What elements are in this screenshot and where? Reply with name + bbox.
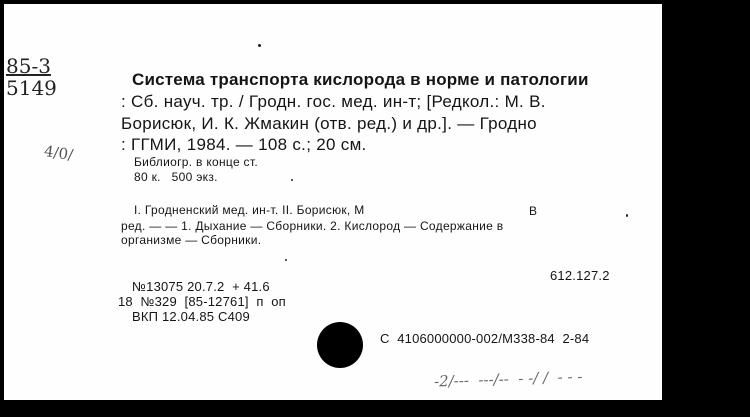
punch-hole (317, 322, 363, 368)
call-number-line-2: 5149 (6, 76, 57, 100)
tracings-line-2: ред. — — 1. Дыхание — Сборники. 2. Кислород — Содержание в (121, 219, 504, 233)
order-line-3: ВКП 12.04.85 С409 (132, 309, 250, 324)
speck (285, 259, 287, 261)
speck (291, 179, 293, 181)
price-copies: 80 к. 500 экз. (134, 170, 218, 184)
order-line-1: №13075 20.7.2 + 41.6 (132, 279, 270, 294)
title-line-4: : ГГМИ, 1984. — 108 с.; 20 см. (121, 135, 367, 154)
card-code: С 4106000000-002/М338-84 2-84 (380, 331, 590, 346)
tracings-line-1: I. Гродненский мед. ин-т. II. Борисюк, М (134, 203, 365, 217)
tracings-initial: В (529, 204, 538, 218)
title-line-2: : Сб. науч. тр. / Гродн. гос. мед. ин-т; [Редкол.: М. В. (121, 92, 546, 111)
tracings-line-3: организме — Сборники. (121, 233, 262, 247)
bibliography-note: Библиогр. в конце ст. (134, 155, 258, 169)
udc-code: 612.127.2 (550, 268, 610, 283)
title-line-1: Система транспорта кислорода в норме и патологии (132, 70, 589, 89)
title-line-3: Борисюк, И. К. Жмакин (отв. ред.) и др.]. — Гродно (121, 114, 537, 133)
speck (258, 44, 261, 47)
handwritten-note: 4/0/ (42, 142, 75, 164)
handwritten-bottom: -2/--- ---/-- - -/ / - - - (433, 367, 583, 391)
order-line-2: 18 №329 [85-12761] п оп (118, 294, 286, 309)
speck (626, 214, 628, 217)
call-number-line-1: 85-3 (6, 54, 51, 78)
